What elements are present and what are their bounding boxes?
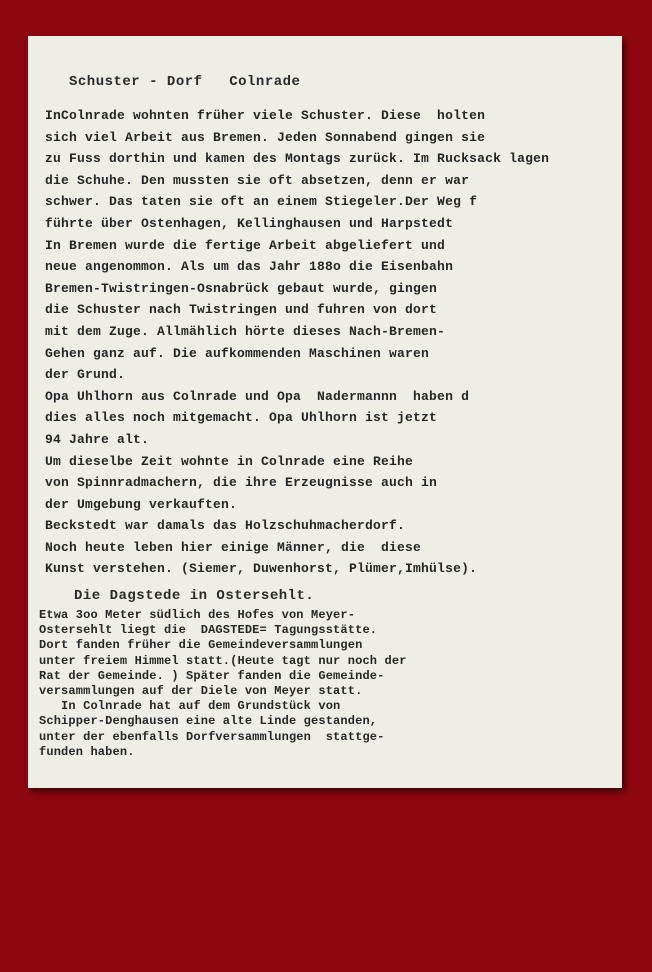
section-text-dagstede bbox=[39, 608, 407, 760]
text-line: die Schuhe. Den mussten sie oft absetzen, denn er war bbox=[45, 172, 470, 188]
text-line: Dort fanden früher die Gemeindeversammlungen bbox=[39, 638, 363, 653]
text-line: Gehen ganz auf. Die aufkommenden Maschinen waren bbox=[45, 345, 430, 361]
section-text-schuster-dorf bbox=[45, 105, 549, 580]
text-line: Noch heute leben hier einige Männer, die diese bbox=[45, 539, 422, 555]
text-line: Ostersehlt liegt die DAGSTEDE= Tagungsstätte. bbox=[39, 623, 378, 638]
text-line: von Spinnradmachern, die ihre Erzeugnisse auch in bbox=[45, 475, 438, 491]
text-line: schwer. Das taten sie oft an einem Stiegeler.Der Weg f bbox=[45, 194, 478, 210]
text-line: Bremen-Twistringen-Osnabrück gebaut wurde, gingen bbox=[45, 280, 438, 296]
text-line: die Schuster nach Twistringen und fuhren von dort bbox=[45, 302, 438, 318]
text-line: funden haben. bbox=[39, 744, 135, 759]
typewritten-page bbox=[28, 36, 622, 788]
text-line: Opa Uhlhorn aus Colnrade und Opa Nadermannn haben d bbox=[45, 388, 470, 404]
text-line: mit dem Zuge. Allmählich hörte dieses Nach-Bremen- bbox=[45, 323, 446, 339]
text-line: der Grund. bbox=[45, 367, 126, 383]
text-line: dies alles noch mitgemacht. Opa Uhlhorn ist jetzt bbox=[45, 410, 438, 426]
text-line: Um dieselbe Zeit wohnte in Colnrade eine Reihe bbox=[45, 453, 414, 469]
text-line: Etwa 3oo Meter südlich des Hofes von Meyer- bbox=[39, 608, 356, 622]
text-line: führte über Ostenhagen, Kellinghausen und Harpstedt bbox=[45, 215, 454, 231]
text-line: unter freiem Himmel statt.(Heute tagt nur noch der bbox=[39, 653, 407, 668]
section-title-schuster-dorf: Schuster - Dorf Colnrade bbox=[69, 74, 301, 90]
text-line: der Umgebung verkauften. bbox=[45, 496, 238, 512]
text-line: InColnrade wohnten früher viele Schuster. Diese holten bbox=[45, 108, 486, 123]
text-line: unter der ebenfalls Dorfversammlungen stattge- bbox=[39, 729, 385, 744]
text-line: zu Fuss dorthin und kamen des Montags zurück. Im Rucksack lagen bbox=[45, 151, 550, 167]
text-line: Rat der Gemeinde. ) Später fanden die Gemeinde- bbox=[39, 668, 385, 683]
section-title-dagstede: Die Dagstede in Ostersehlt. bbox=[74, 588, 315, 604]
text-line: Kunst verstehen. (Siemer, Duwenhorst, Plümer,Imhülse). bbox=[45, 561, 478, 577]
text-line: sich viel Arbeit aus Bremen. Jeden Sonnabend gingen sie bbox=[45, 129, 486, 145]
text-line: In Colnrade hat auf dem Grundstück von bbox=[39, 699, 341, 714]
text-line: In Bremen wurde die fertige Arbeit abgeliefert und bbox=[45, 237, 446, 253]
text-line: versammlungen auf der Diele von Meyer statt. bbox=[39, 684, 363, 699]
text-line: 94 Jahre alt. bbox=[45, 431, 150, 447]
text-line: Schipper-Denghausen eine alte Linde gestanden, bbox=[39, 714, 378, 729]
text-line: Beckstedt war damals das Holzschuhmacherdorf. bbox=[45, 518, 406, 534]
text-line: neue angenommon. Als um das Jahr 188o die Eisenbahn bbox=[45, 259, 454, 275]
